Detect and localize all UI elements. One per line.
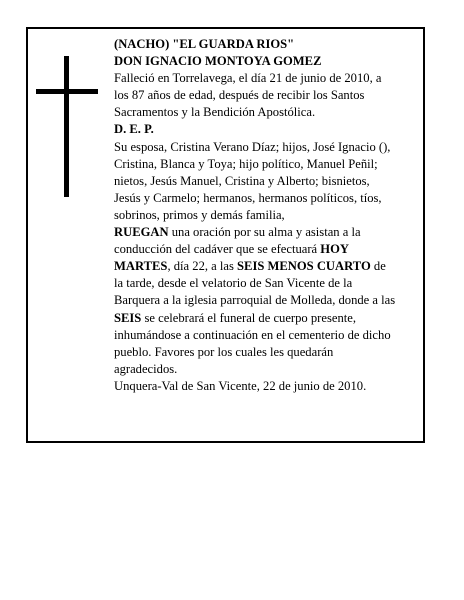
ruegan-line bbox=[114, 224, 422, 241]
closing-line-3: agradecidos. bbox=[114, 361, 178, 376]
dia-text: , día 22, a las bbox=[167, 259, 238, 274]
dep-line: D. E. P. bbox=[114, 122, 154, 137]
death-line-1: Falleció en Torrelavega, el día 21 de junio de 2010, a bbox=[114, 71, 382, 86]
closing-line-1: inhumándose a continuación en el cementerio de dicho bbox=[114, 327, 391, 342]
death-line-2: los 87 años de edad, después de recibir los Santos bbox=[114, 88, 365, 103]
conduccion-line bbox=[114, 241, 422, 258]
closing-line-2: pueblo. Favores por los cuales les quedarán bbox=[114, 344, 334, 359]
family-line-2: Cristina, Blanca y Toya; hijo político, Manuel Peñil; bbox=[114, 156, 378, 171]
cross-horizontal-bar bbox=[36, 89, 98, 94]
seis-keyword: SEIS bbox=[114, 310, 142, 325]
time-line bbox=[114, 258, 422, 275]
conduccion-text: conducción del cadáver que se efectuará bbox=[114, 242, 321, 257]
details-line-2: Barquera a la iglesia parroquial de Molleda, donde a las bbox=[114, 293, 396, 308]
deceased-name: DON IGNACIO MONTOYA GOMEZ bbox=[114, 54, 322, 69]
seis-rest: se celebrará el funeral de cuerpo presente, bbox=[141, 310, 356, 325]
hoy-keyword: HOY bbox=[320, 242, 349, 257]
seis-line bbox=[114, 310, 422, 327]
family-line-3: nietos, Jesús Manuel, Cristina y Alberto; bisnietos, bbox=[114, 173, 370, 188]
family-line-4: Jesús y Carmelo; hermanos, hermanos políticos, tíos, bbox=[114, 190, 382, 205]
details-line-1: la tarde, desde el velatorio de San Vicente de la bbox=[114, 276, 353, 291]
obituary-text bbox=[114, 36, 422, 395]
alias-line: (NACHO) "EL GUARDA RIOS" bbox=[114, 37, 295, 51]
cross-icon bbox=[36, 56, 98, 197]
ruegan-keyword: RUEGAN bbox=[114, 225, 169, 240]
time-keyword: SEIS MENOS CUARTO bbox=[237, 259, 371, 274]
family-line-1: Su esposa, Cristina Verano Díaz; hijos, José Ignacio (), bbox=[114, 139, 391, 154]
martes-keyword: MARTES bbox=[114, 259, 168, 274]
time-rest: de bbox=[370, 259, 386, 274]
family-line-5: sobrinos, primos y demás familia, bbox=[114, 207, 285, 222]
death-line-3: Sacramentos y la Bendición Apostólica. bbox=[114, 105, 316, 120]
cross-vertical-bar bbox=[64, 56, 69, 197]
ruegan-rest: una oración por su alma y asistan a la bbox=[168, 225, 361, 240]
place-date: Unquera-Val de San Vicente, 22 de junio de 2010. bbox=[114, 378, 367, 393]
